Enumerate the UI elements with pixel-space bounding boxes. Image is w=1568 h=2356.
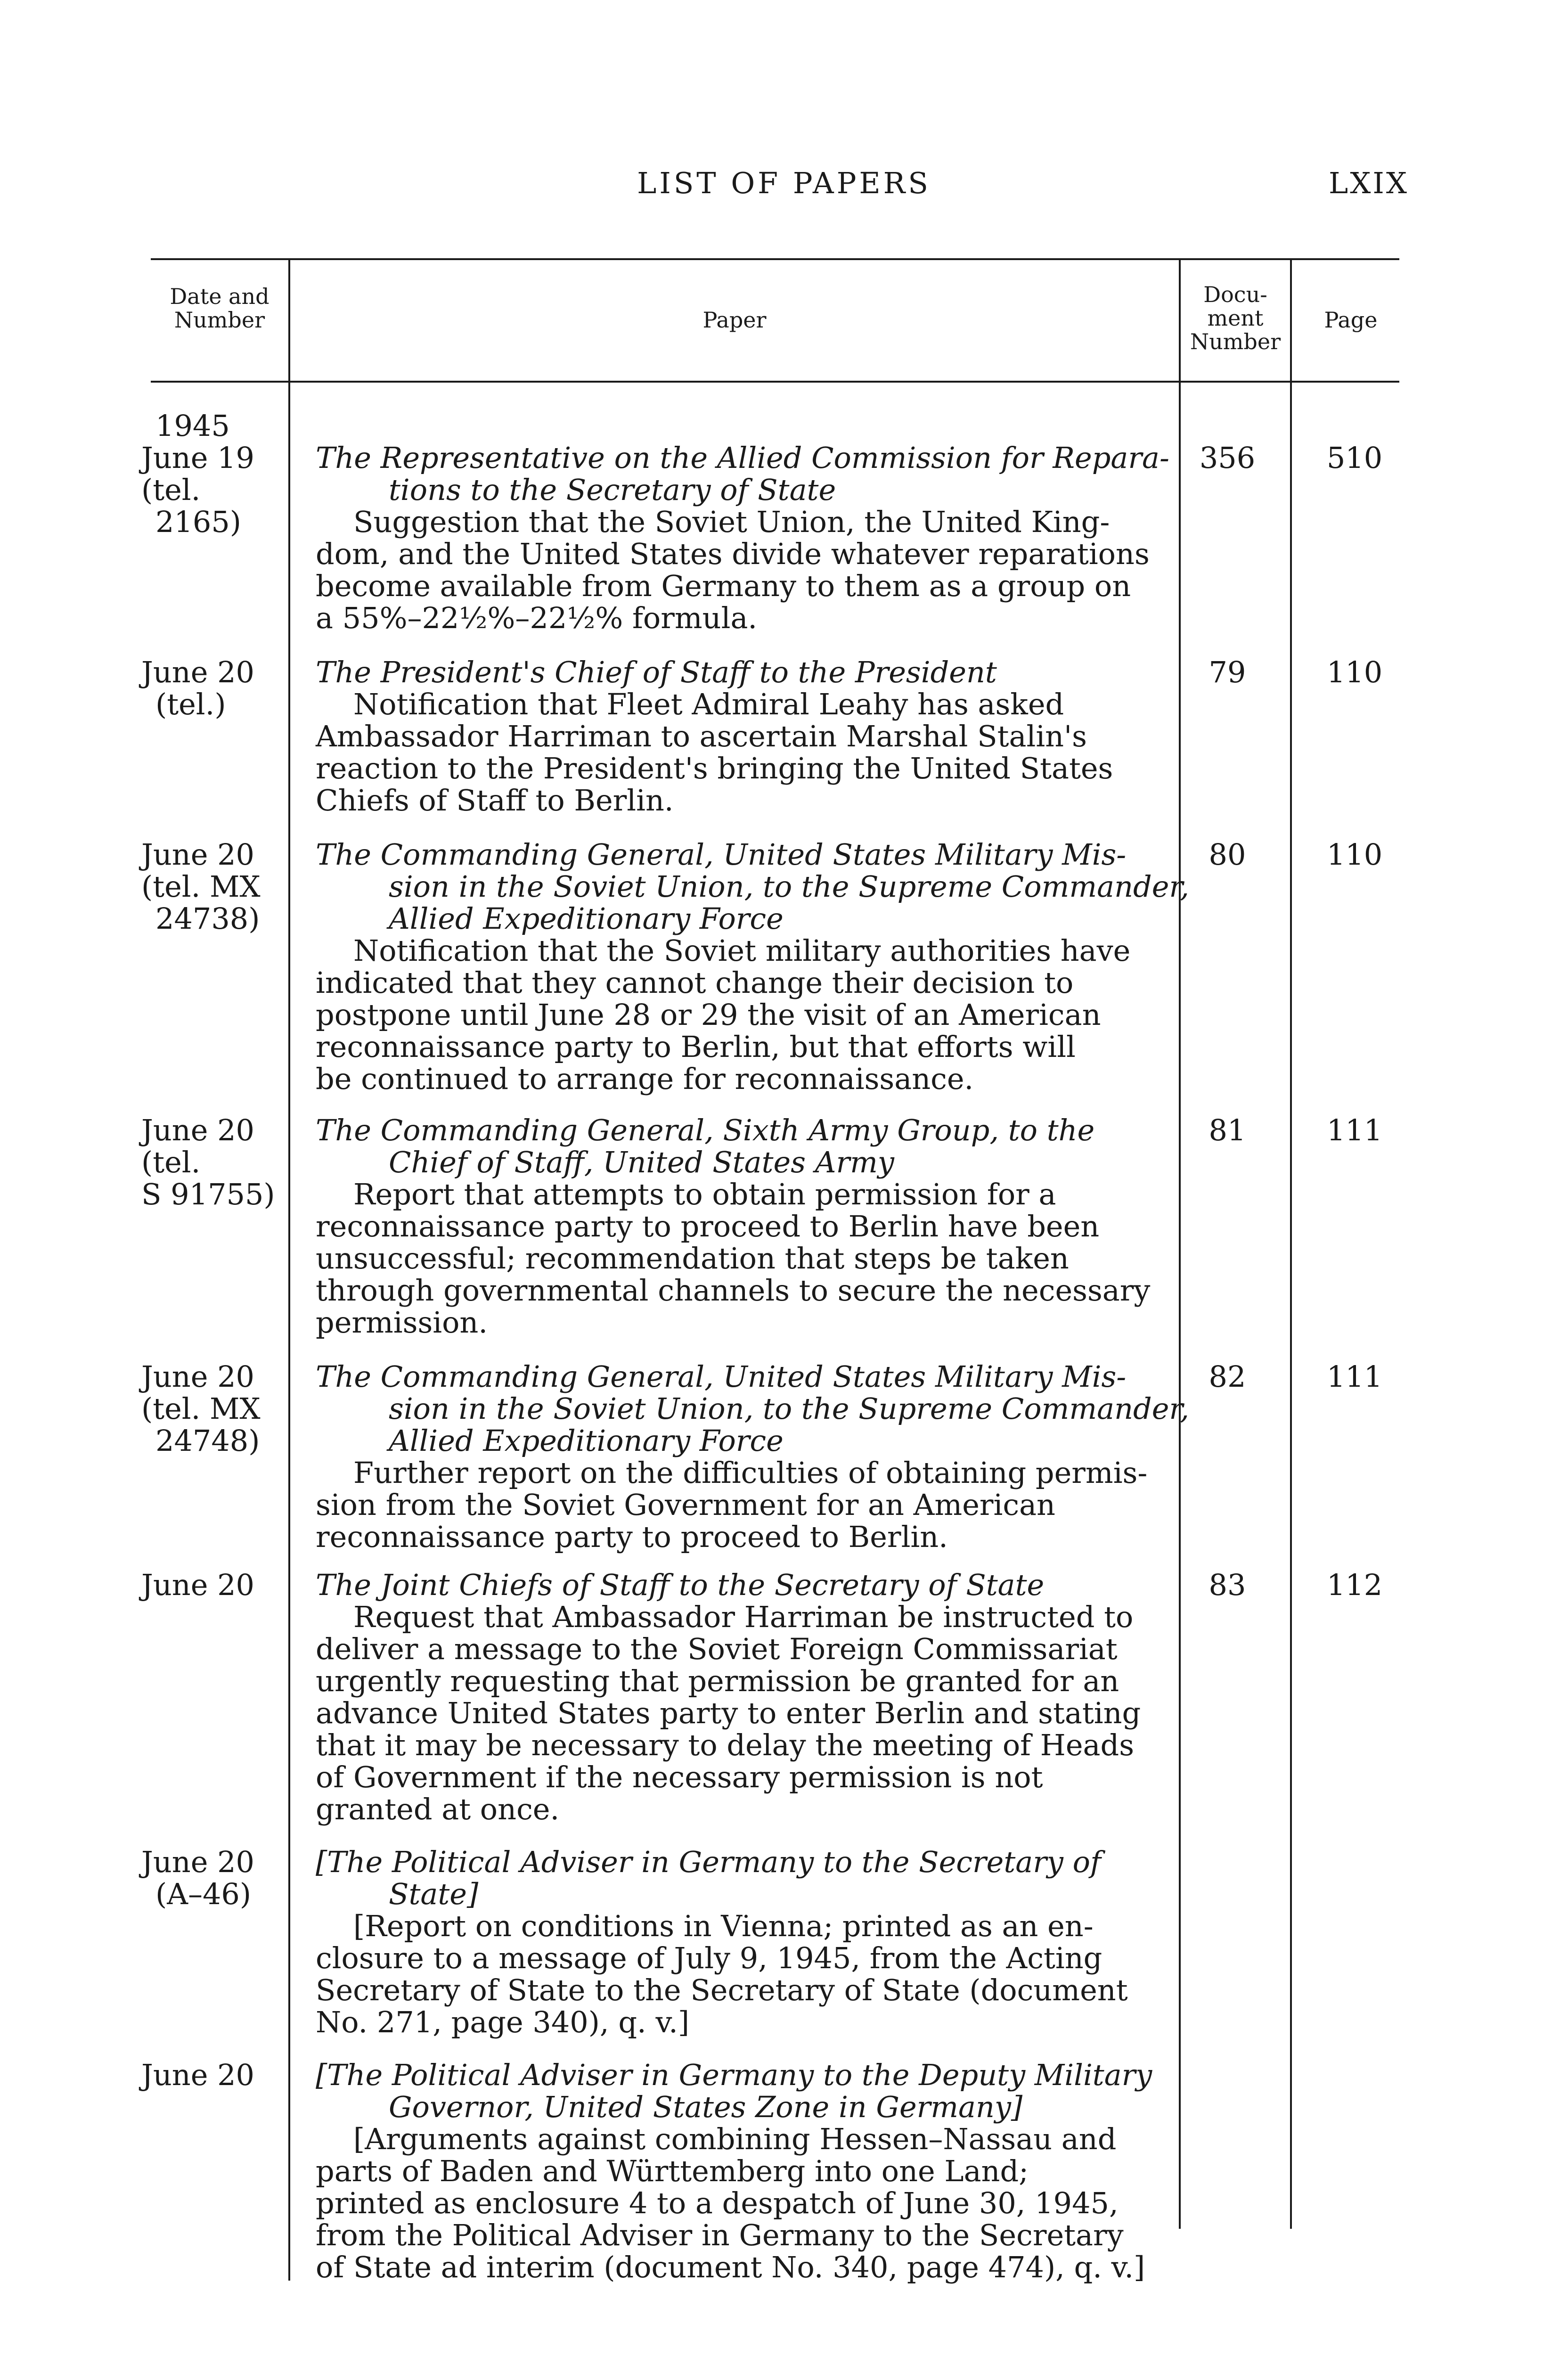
entry-date: June 20 (A–46) <box>141 1845 255 1911</box>
entry-page: 510 <box>1326 441 1383 475</box>
entry-page: 110 <box>1326 837 1383 872</box>
page-folio: LXIX <box>1329 166 1409 200</box>
entry-paper: The Commanding General, United States Military Mis- sion in the Soviet Union, to the Supreme Commander, Allied Expeditionary Force Notification that the Soviet military authorities have indicated that they cannot change their decision to postpone until June 28 or 29 the visit of an American reconnaissance party to Berlin, but that efforts will be continued to arrange for reconnaissance. <box>316 837 1189 1096</box>
entry-page: 111 <box>1326 1113 1383 1147</box>
entry-paper: [The Political Adviser in Germany to the Secretary of State] [Report on conditions in Vienna; printed as an en- closure to a message of July 9, 1945, from the Acting Secretary of State to the Secretary of State (document No. 271, page 340), q. v.] <box>316 1845 1128 2039</box>
entry-date: June 20 (tel. MX 24738) <box>141 837 261 936</box>
entry-date: 1945 June 19 (tel. 2165) <box>141 409 255 539</box>
entry-document-number: 82 <box>1209 1359 1246 1394</box>
column-header-document-number: Docu- ment Number <box>1190 282 1281 354</box>
column-divider-1 <box>288 259 290 2281</box>
entry-date: June 20 <box>141 1568 255 1602</box>
entry-document-number: 83 <box>1209 1568 1246 1602</box>
entry-document-number: 80 <box>1209 837 1246 872</box>
column-header-paper: Paper <box>702 307 767 333</box>
entry-paper: The President's Chief of Staff to the President Notification that Fleet Admiral Leahy has asked Ambassador Harriman to ascertain Marshal Stalin's reaction to the President's bringing the United States Chiefs of Staff to Berlin. <box>316 655 1113 818</box>
entry-paper: [The Political Adviser in Germany to the Deputy Military Governor, United States Zone in Germany] [Arguments against combining Hessen–Nassau and parts of Baden and Württemberg into one Land; printed as enclosure 4 to a despatch of June 30, 1945, from the Political Adviser in Germany to the Secretary of State ad interim (document No. 340, page 474), q. v.] <box>316 2058 1152 2284</box>
entry-document-number: 356 <box>1199 441 1256 475</box>
entry-page: 111 <box>1326 1359 1383 1394</box>
entry-document-number: 81 <box>1209 1113 1246 1147</box>
entry-date: June 20 (tel. MX 24748) <box>141 1359 261 1458</box>
table-header-rule <box>151 381 1399 383</box>
column-divider-2 <box>1179 259 1181 2229</box>
entry-paper: The Commanding General, Sixth Army Group, to the Chief of Staff, United States Army Report that attempts to obtain permission for a reconnaissance party to proceed to Berlin have been unsuccessful; recommendation that steps be taken through governmental channels to secure the necessary permission. <box>316 1113 1151 1340</box>
entry-date: June 20 <box>141 2058 255 2092</box>
entry-paper: The Commanding General, United States Military Mis- sion in the Soviet Union, to the Supreme Commander, Allied Expeditionary Force Further report on the difficulties of obtaining permis- sion from the Soviet Government for an American reconnaissance party to proceed to Berlin. <box>316 1359 1189 1554</box>
table-top-rule <box>151 258 1399 260</box>
entry-paper: The Representative on the Allied Commission for Repara- tions to the Secretary of State Suggestion that the Soviet Union, the United King- dom, and the United States divide whatever reparations become available from Germany to them as a group on a 55%–22½%–22½% formula. <box>316 441 1169 635</box>
entry-date: June 20 (tel. S 91755) <box>141 1113 275 1211</box>
page-title: LIST OF PAPERS <box>637 166 931 200</box>
entry-page: 112 <box>1326 1568 1383 1602</box>
column-divider-3 <box>1290 259 1292 2229</box>
entry-paper: The Joint Chiefs of Staff to the Secretary of State Request that Ambassador Harriman be instructed to deliver a message to the Soviet Foreign Commissariat urgently requesting that permission be granted for an advance United States party to enter Berlin and stating that it may be necessary to delay the meeting of Heads of Government if the necessary permission is not granted at once. <box>316 1568 1141 1826</box>
entry-page: 110 <box>1326 655 1383 689</box>
column-header-date: Date and Number <box>170 284 270 333</box>
entry-date: June 20 (tel.) <box>141 655 255 721</box>
entry-document-number: 79 <box>1209 655 1246 689</box>
column-header-page: Page <box>1324 307 1378 333</box>
